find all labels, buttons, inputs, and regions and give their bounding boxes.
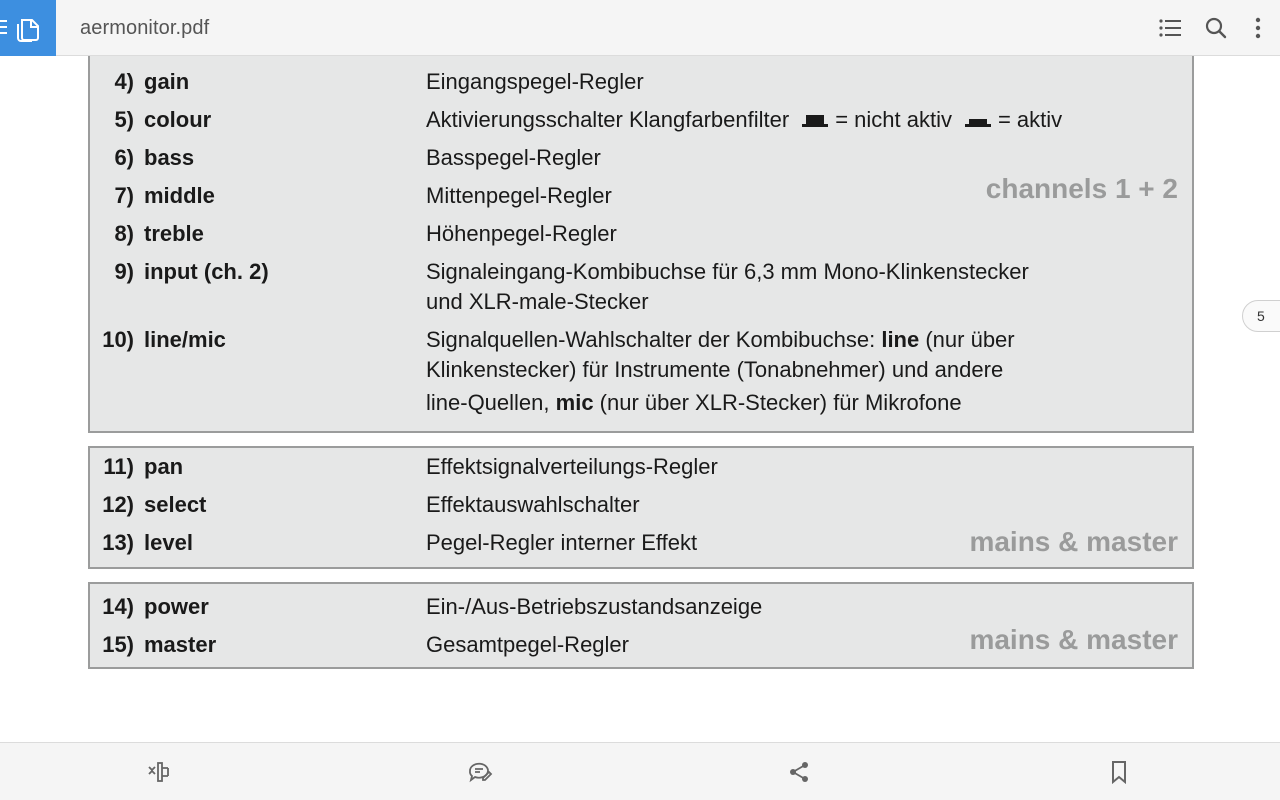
item-description: Aktivierungsschalter Klangfarbenfilter [426,107,790,132]
page-number-indicator[interactable]: 5 [1242,300,1280,332]
item-number: 14) [102,594,134,619]
item-number: 11) [103,454,134,479]
bookmark-icon[interactable] [1106,759,1132,785]
item-description: Eingangspegel-Regler [426,69,644,94]
section-efx [88,446,1194,569]
section-label: channels 1 + 2 [985,173,1178,204]
item-term: middle [144,183,215,208]
item-description: Höhenpegel-Regler [426,221,617,246]
section-label: mains & master [969,526,1178,557]
item-description: Pegel-Regler interner Effekt [426,530,698,555]
item-number: 12) [102,492,134,517]
section-label: mains & master [969,624,1178,655]
item-number: 9) [114,259,134,284]
reading-mode-icon[interactable] [146,759,172,785]
search-icon[interactable] [1194,6,1238,50]
section-mains-master [88,582,1194,669]
item-description: Basspegel-Regler [426,145,601,170]
bottom-toolbar [0,742,1280,800]
outline-list-icon[interactable] [1148,6,1192,50]
share-icon[interactable] [786,759,812,785]
switch-off-icon [801,113,829,129]
document-pages-icon [0,0,56,56]
section-channels [88,56,1194,433]
item-description: Signaleingang-Kombibuchse für 6,3 mm Mono-Klinkenstecker [426,259,1029,284]
item-term: bass [144,145,195,170]
item-number: 6) [114,145,134,170]
item-number: 10) [102,327,134,352]
inactive-label: = nicht aktiv [835,107,952,132]
item-number: 8) [114,221,134,246]
item-term: line/mic [144,327,226,352]
item-term: select [144,492,207,517]
item-term: input (ch. 2) [144,259,269,284]
item-term: power [144,594,209,619]
document-page[interactable] [0,56,1280,742]
item-description: Effektsignalverteilungs-Regler [426,454,718,479]
item-description: Effektauswahlschalter [426,492,640,517]
navigation-button[interactable] [0,0,56,56]
item-number: 7) [114,183,134,208]
item-term: gain [144,69,190,94]
top-app-bar [0,0,1280,56]
item-number: 15) [102,632,134,657]
item-number: 4) [114,69,134,94]
item-description: Mittenpegel-Regler [426,183,612,208]
item-description: Gesamtpegel-Regler [426,632,629,657]
document-title: aermonitor.pdf [80,17,210,39]
item-description: line-Quellen, mic (nur über XLR-Stecker) für Mikrofone [426,390,962,415]
item-number: 5) [114,107,134,132]
item-description: Ein-/Aus-Betriebszustandsanzeige [426,594,763,619]
item-description: Signalquellen-Wahlschalter der Kombibuchse: line (nur über [426,327,1015,352]
item-term: master [144,632,217,657]
switch-on-icon [964,113,992,129]
comment-icon[interactable] [467,759,493,785]
item-term: level [144,530,193,555]
item-number: 13) [102,530,134,555]
item-description: und XLR-male-Stecker [426,289,649,314]
active-label: = aktiv [997,107,1063,132]
item-description: Klinkenstecker) für Instrumente (Tonabnehmer) und andere [426,357,1004,382]
item-term: pan [144,454,184,479]
item-term: colour [144,107,212,132]
item-term: treble [144,221,204,246]
more-vert-icon[interactable] [1240,6,1276,50]
